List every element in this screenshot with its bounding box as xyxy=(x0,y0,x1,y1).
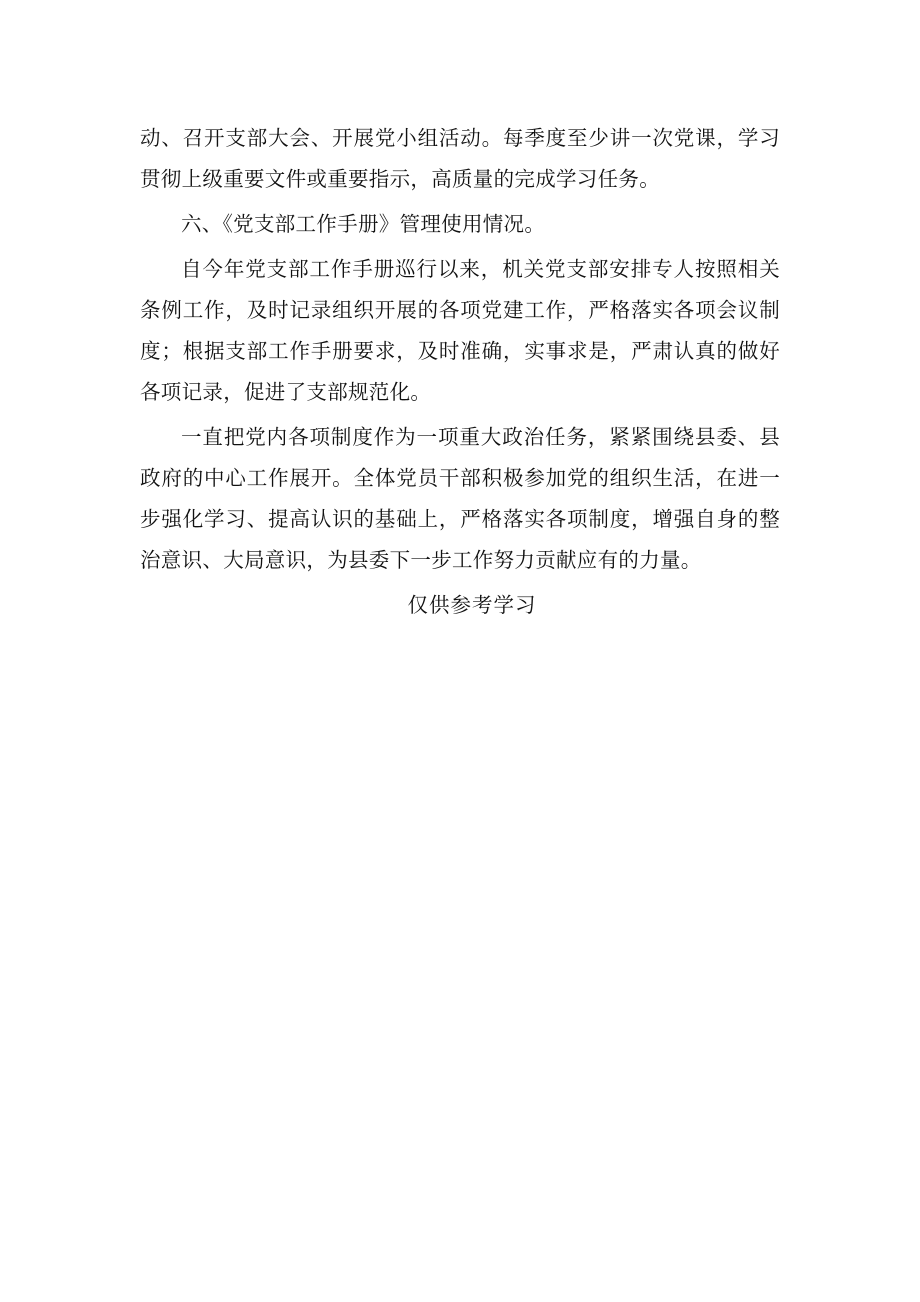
paragraph-continued: 动、召开支部大会、开展党小组活动。每季度至少讲一次党课，学习贯彻上级重要文件或重要指示，高质量的完成学习任务。 xyxy=(140,126,780,191)
footer-note: 仅供参考学习 xyxy=(407,593,537,617)
paragraph-party-system: 一直把党内各项制度作为一项重大政治任务，紧紧围绕县委、县政府的中心工作展开。全体党员干部积极参加党的组织生活，在进一步强化学习、提高认识的基础上，严格落实各项制度，增强自身的整治意识、大局意识，为县委下一步工作努力贡献应有的力量。 xyxy=(140,425,780,572)
paragraph-handbook-usage: 自今年党支部工作手册巡行以来，机关党支部安排专人按照相关条例工作，及时记录组织开展的各项党建工作，严格落实各项会议制度；根据支部工作手册要求，及时准确，实事求是，严肃认真的做好各项记录，促进了支部规范化。 xyxy=(140,257,780,404)
section-heading-six: 六、《党支部工作手册》管理使用情况。 xyxy=(181,212,546,236)
document-body xyxy=(140,118,780,626)
